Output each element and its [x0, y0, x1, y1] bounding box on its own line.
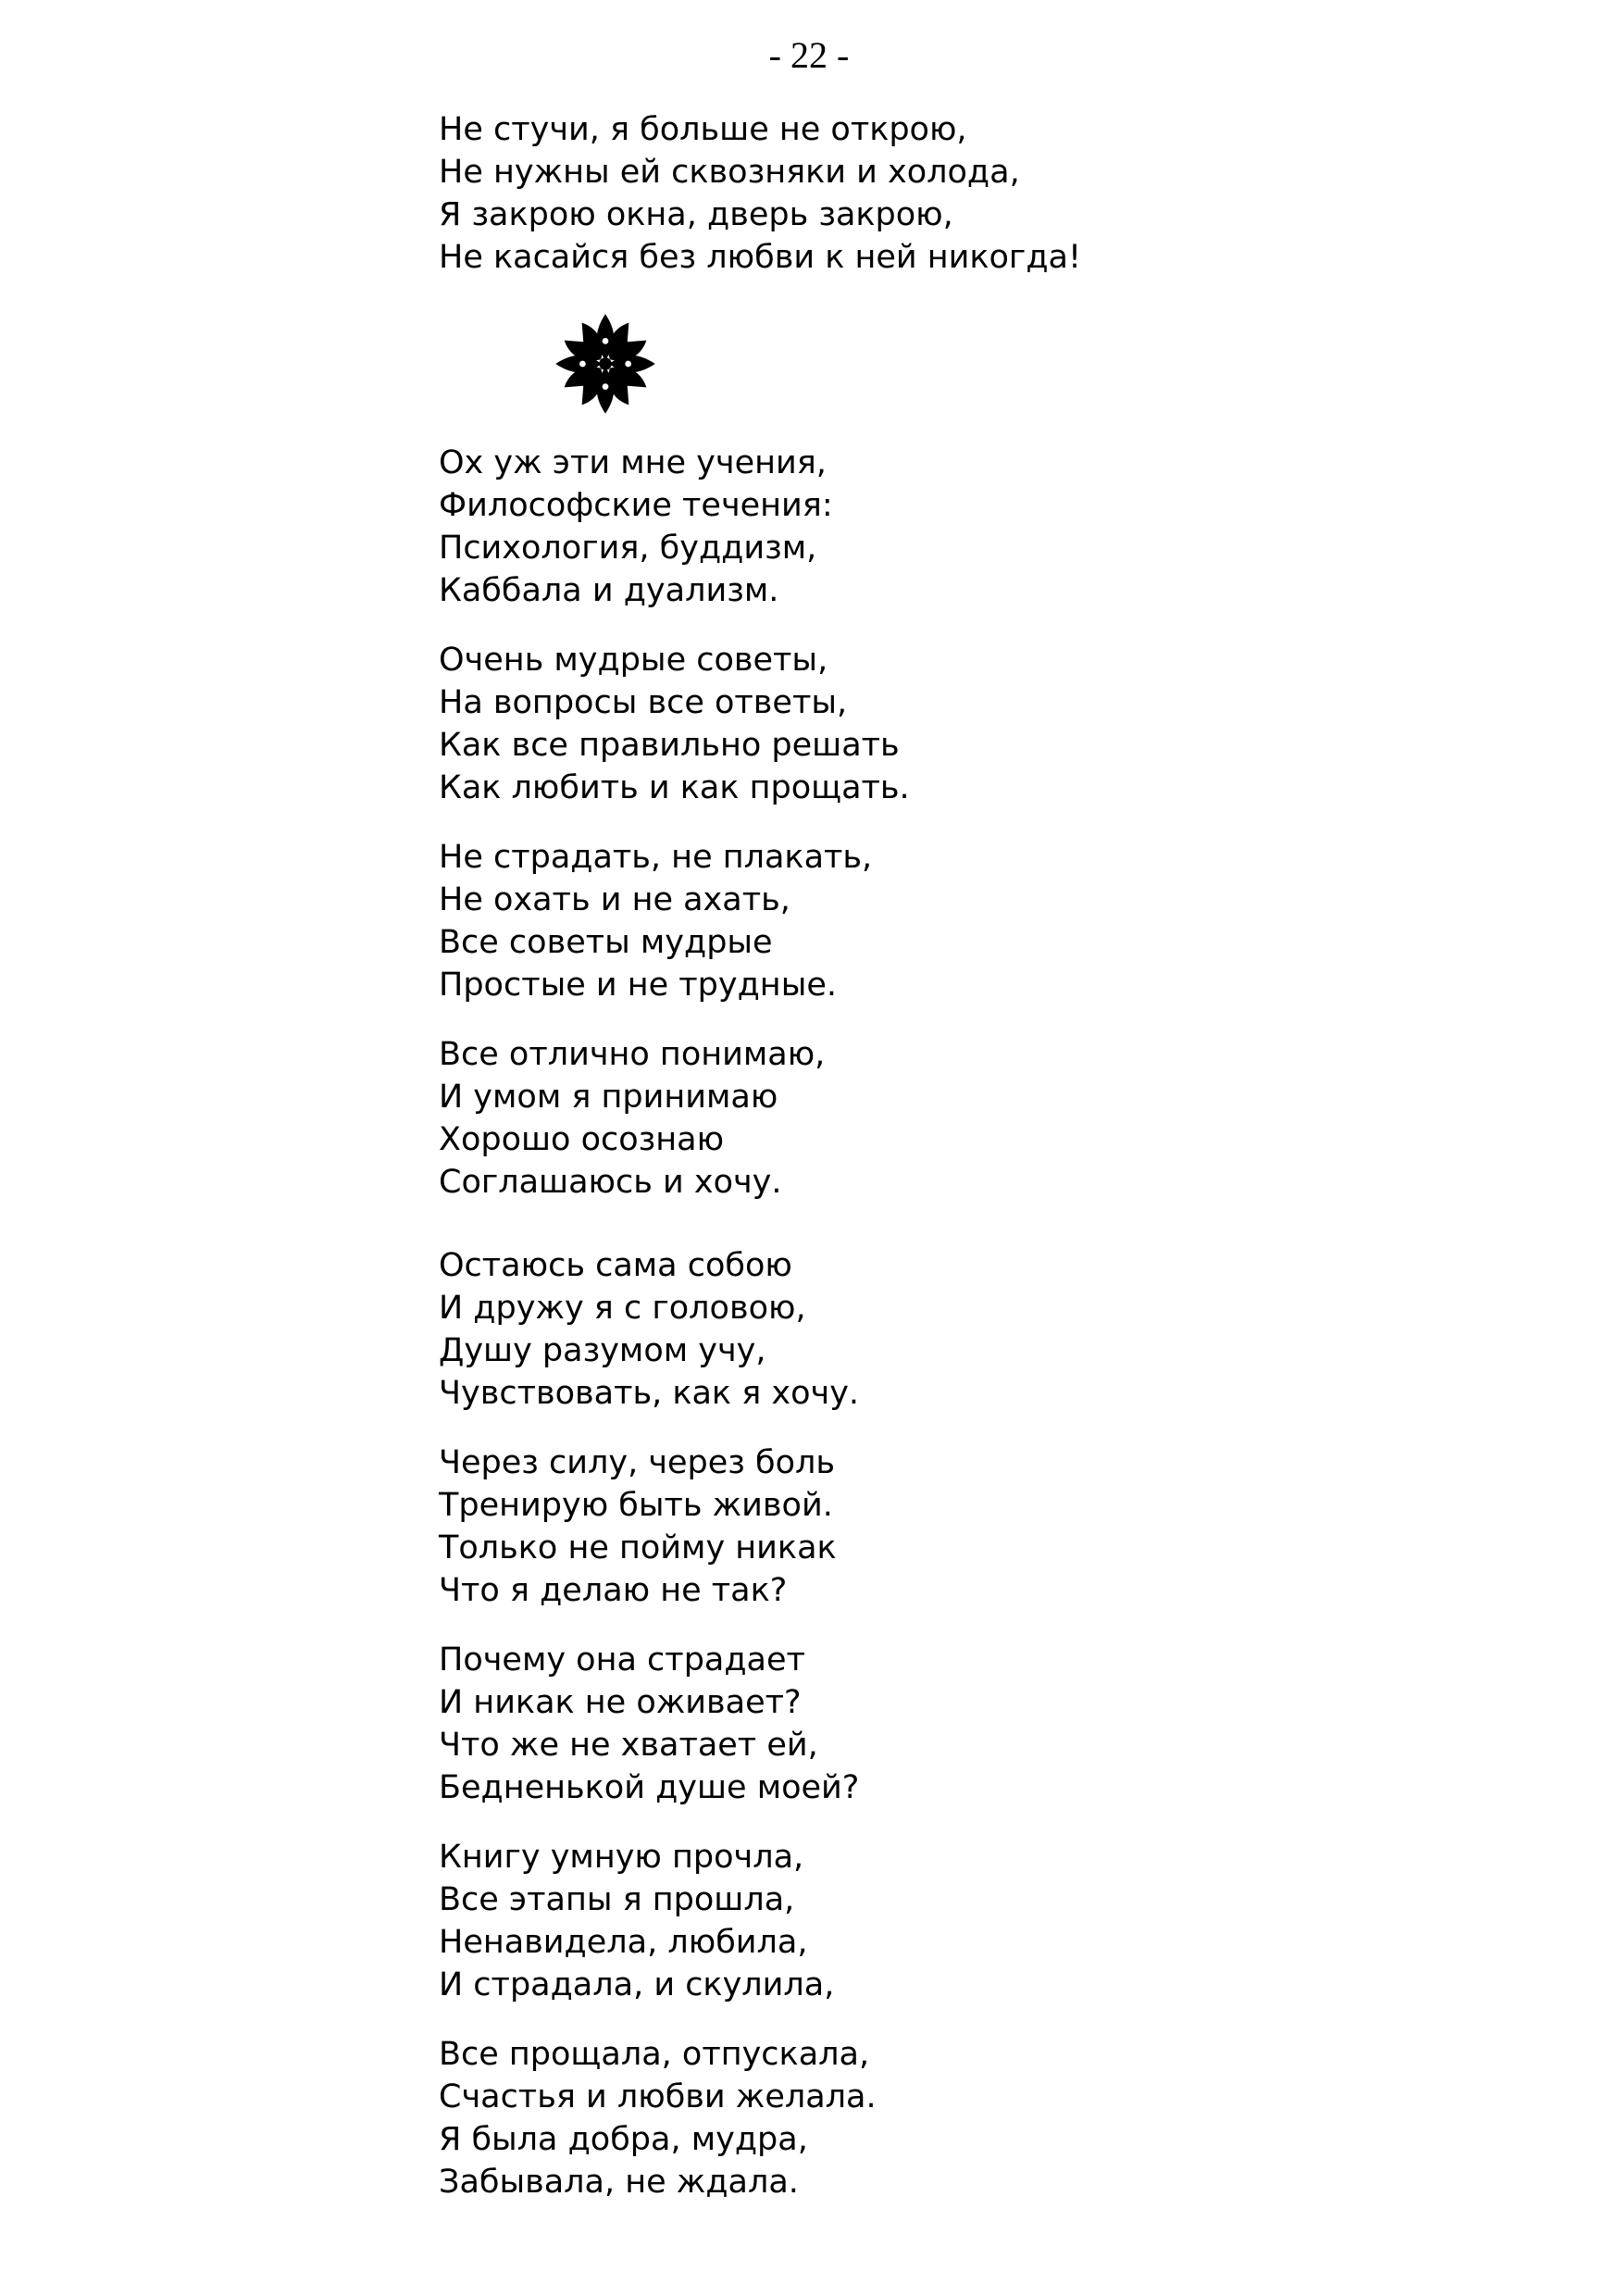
- stanza: [439, 1836, 1457, 2006]
- poem-line: Все советы мудрые: [439, 924, 773, 961]
- stanza: [439, 836, 1457, 1006]
- poem-line: Бедненькой душе моей?: [439, 1769, 860, 1806]
- stanza: [439, 1639, 1457, 1809]
- poem-line: Тренирую быть живой.: [439, 1487, 833, 1524]
- poem-line: Все этапы я прошла,: [439, 1881, 795, 1918]
- poem-line: И дружу я с головою,: [439, 1290, 806, 1327]
- poem-line: Книгу умную прочла,: [439, 1839, 804, 1876]
- stanza: [439, 442, 1457, 612]
- poem-line: Как любить и как прощать.: [439, 769, 910, 806]
- page-number: - 22 -: [768, 34, 850, 76]
- poem: [439, 108, 1457, 2203]
- poem-line: Все прощала, отпускала,: [439, 2036, 870, 2073]
- poem-line: Счастья и любви желала.: [439, 2078, 877, 2115]
- poem-line: И страдала, и скулила,: [439, 1966, 835, 2003]
- poem-line: И никак не оживает?: [439, 1684, 802, 1721]
- poem-line: Почему она страдает: [439, 1641, 805, 1678]
- stanza: [439, 108, 1457, 279]
- poem-line: Забывала, не ждала.: [439, 2164, 799, 2201]
- poem-line: Что я делаю не так?: [439, 1572, 788, 1609]
- poem-line: Что же не хватает ей,: [439, 1727, 818, 1764]
- poem-line: Ох уж эти мне учения,: [439, 444, 827, 481]
- floral-ornament-icon: [554, 312, 657, 416]
- poem-line: Душу разумом учу,: [439, 1332, 766, 1369]
- poem-line: Соглашаюсь и хочу.: [439, 1164, 782, 1201]
- poem-line: Остаюсь сама собою: [439, 1247, 792, 1284]
- stanza: [439, 639, 1457, 809]
- poem-line: Только не пойму никак: [439, 1529, 837, 1566]
- stanza: [439, 1244, 1457, 1415]
- poem-line: Психология, буддизм,: [439, 530, 817, 567]
- stanza: [439, 1033, 1457, 1204]
- poem-line: Я была добра, мудра,: [439, 2121, 808, 2158]
- poem-line: Очень мудрые советы,: [439, 642, 828, 679]
- poem-line: Простые и не трудные.: [439, 967, 837, 1004]
- poem-line: Как все правильно решать: [439, 727, 900, 764]
- poem-line: Не стучи, я больше не открою,: [439, 111, 967, 148]
- poem-line: И умом я принимаю: [439, 1079, 778, 1116]
- poem-line: Не страдать, не плакать,: [439, 839, 873, 876]
- stanza: [439, 1441, 1457, 1612]
- poem-line: Через силу, через боль: [439, 1444, 836, 1481]
- poem-line: Каббала и дуализм.: [439, 572, 779, 609]
- poem-line: На вопросы все ответы,: [439, 684, 848, 721]
- stanza: [439, 2033, 1457, 2203]
- poem-line: Все отлично понимаю,: [439, 1036, 826, 1073]
- poem-line: Не нужны ей сквозняки и холода,: [439, 154, 1020, 191]
- poem-line: Не охать и не ахать,: [439, 881, 790, 918]
- poem-line: Ненавидела, любила,: [439, 1924, 808, 1961]
- poem-line: Я закрою окна, дверь закрою,: [439, 196, 953, 233]
- poem-line: Философские течения:: [439, 487, 833, 524]
- poem-line: Хорошо осознаю: [439, 1121, 725, 1158]
- poem-line: Не касайся без любви к ней никогда!: [439, 239, 1082, 276]
- poem-line: Чувствовать, как я хочу.: [439, 1375, 860, 1412]
